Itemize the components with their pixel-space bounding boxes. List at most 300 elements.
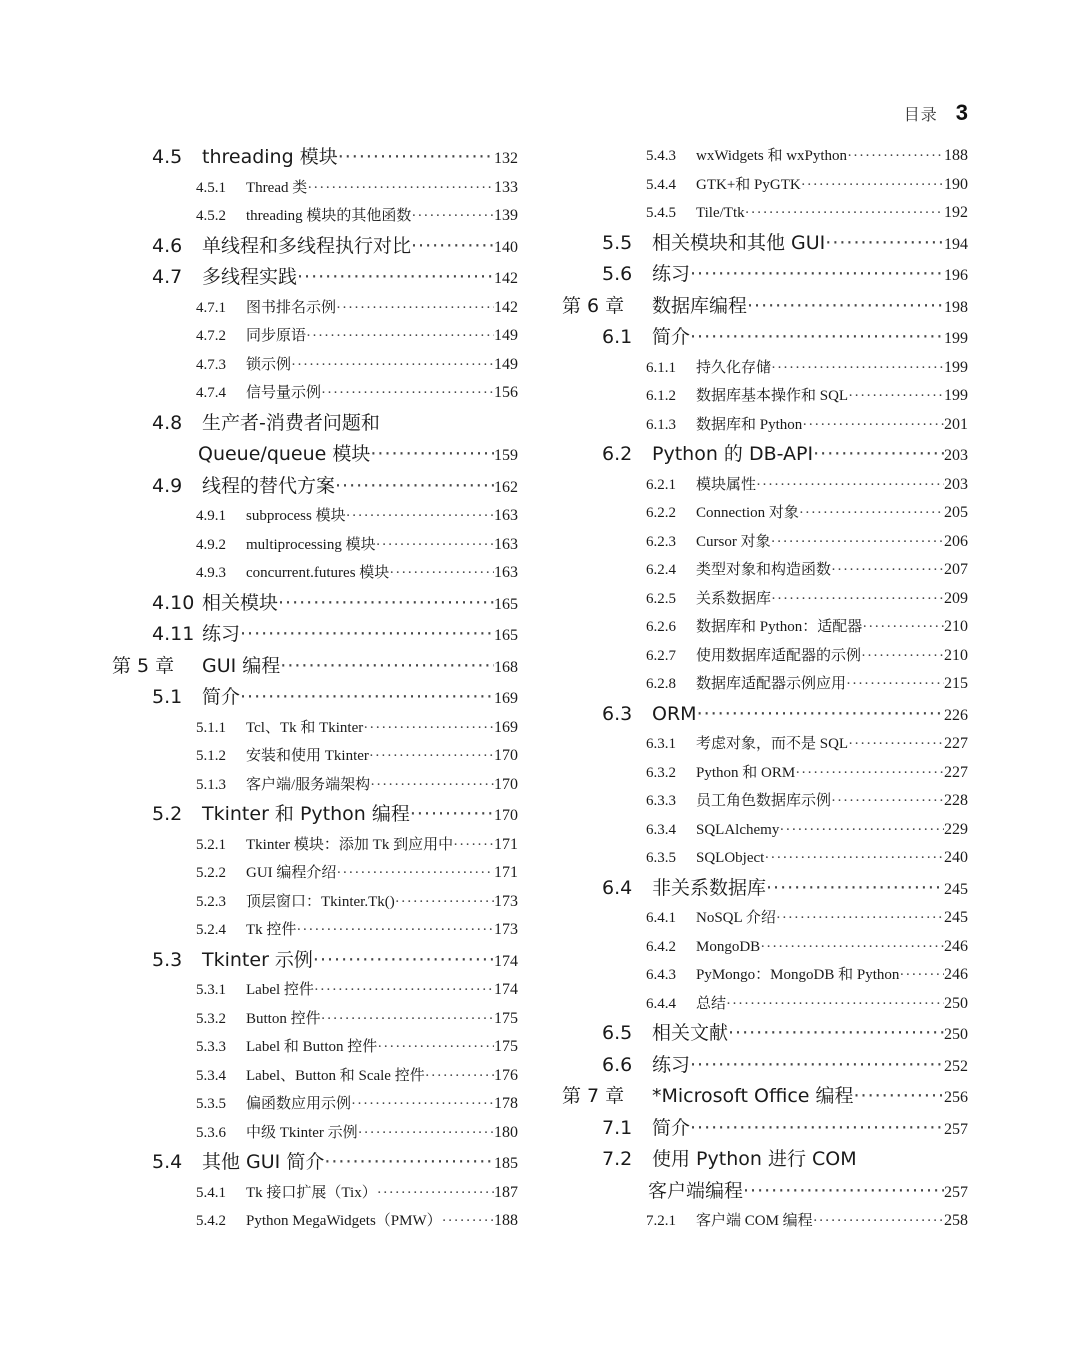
toc-entry-number: 5.1.2 [196, 748, 226, 764]
toc-entry-page: 227 [944, 735, 968, 752]
toc-entry-page: 169 [494, 690, 518, 707]
dot-leader [314, 976, 494, 1005]
toc-entry[interactable] [108, 771, 518, 800]
toc-entry-number: 4.7.2 [196, 328, 226, 344]
dot-leader [743, 1176, 944, 1208]
toc-entry-page: 252 [944, 1057, 968, 1075]
toc-entry-title: Label 控件 [246, 982, 314, 998]
toc-entry[interactable] [558, 354, 968, 383]
toc-entry[interactable] [558, 933, 968, 962]
dot-leader [240, 619, 494, 651]
toc-entry[interactable] [108, 742, 518, 771]
toc-entry-page: 245 [944, 880, 968, 898]
toc-entry[interactable] [558, 142, 968, 171]
toc-entry[interactable] [108, 531, 518, 560]
toc-entry[interactable] [558, 291, 968, 323]
toc-entry-page: 187 [494, 1183, 518, 1201]
dot-leader [690, 322, 944, 354]
toc-entry-page: 159 [494, 447, 518, 464]
toc-entry-number: 4.9.3 [196, 565, 226, 581]
dot-leader [854, 1081, 944, 1113]
dot-leader [726, 990, 944, 1019]
toc-entry-number: 6.4.1 [646, 910, 676, 926]
toc-entry[interactable] [558, 1018, 968, 1050]
dot-leader [336, 859, 494, 888]
toc-entry-title: GTK+和 PyGTK [696, 176, 801, 193]
toc-entry-page: 139 [494, 207, 518, 224]
toc-entry-page: 198 [944, 298, 968, 316]
dot-leader [291, 351, 494, 380]
dot-leader [346, 502, 494, 531]
dot-leader [813, 1207, 944, 1236]
toc-entry[interactable] [558, 613, 968, 642]
toc-entry[interactable] [108, 1090, 518, 1119]
toc-entry-number: 5.3.5 [196, 1096, 226, 1112]
toc-entry-title: 偏函数应用示例 [246, 1096, 352, 1112]
toc-entry-title: Tcl、Tk 和 Tkinter [246, 719, 364, 736]
toc-entry-page: 199 [944, 358, 968, 376]
toc-entry-number: 5.3 [152, 948, 183, 971]
toc-entry-page: 258 [944, 1212, 968, 1229]
toc-entry-title: 使用数据库适配器的示例 [696, 647, 862, 664]
toc-entry-title: 多线程实践 [202, 266, 298, 288]
toc-entry-title: 练习 [652, 1053, 691, 1076]
toc-entry-title: NoSQL 介绍 [696, 910, 776, 926]
toc-entry-title: 客户端/服务端架构 [246, 776, 371, 793]
dot-leader [297, 262, 494, 294]
toc-entry[interactable] [558, 228, 968, 260]
toc-entry[interactable] [108, 682, 518, 714]
toc-entry-title: 使用 Python 进行 COM [652, 1148, 857, 1170]
toc-entry-page: 156 [494, 384, 518, 401]
toc-entry-title: multiprocessing 模块 [246, 536, 376, 553]
header-title: 目录 [903, 105, 938, 124]
toc-entry[interactable] [108, 322, 518, 351]
toc-entry[interactable] [108, 142, 518, 174]
toc-entry-title: 练习 [202, 623, 241, 645]
toc-entry-page: 185 [494, 1155, 518, 1172]
dot-leader [862, 613, 944, 642]
toc-entry-title: Python 的 DB-API [652, 443, 814, 465]
toc-entry[interactable] [558, 411, 968, 440]
toc-entry-number: 4.7.1 [196, 299, 226, 316]
dot-leader [410, 799, 494, 831]
toc-entry-number: 5.3.6 [196, 1124, 226, 1141]
toc-entry-title: 线程的替代方案 [202, 474, 336, 497]
toc-entry-title: 单线程和多线程执行对比 [202, 234, 412, 257]
toc-entry-title: 数据库适配器示例应用 [696, 676, 847, 692]
toc-entry-number: 5.4 [152, 1151, 183, 1173]
dot-leader [697, 699, 944, 731]
toc-entry-number: 5.1.1 [196, 719, 226, 736]
dot-leader [453, 831, 494, 860]
toc-entry-number: 6.1.1 [646, 359, 676, 376]
dot-leader [825, 228, 944, 260]
dot-leader [848, 730, 944, 759]
toc-entry-page: 149 [494, 327, 518, 344]
toc-entry-page: 169 [494, 718, 518, 736]
toc-entry-number: 5.2.2 [196, 865, 226, 881]
dot-leader [690, 1113, 944, 1145]
toc-entry-title: SQLObject [696, 850, 765, 866]
toc-entry-page: 188 [494, 1212, 518, 1229]
dot-leader [690, 259, 944, 291]
toc-entry-number: 6.4.4 [646, 995, 676, 1012]
toc-entry-number: 6.2 [602, 443, 633, 465]
dot-leader [306, 322, 494, 351]
toc-entry-page: 209 [944, 589, 968, 607]
toc-entry-title: 持久化存储 [696, 359, 772, 376]
toc-entry-title: Label 和 Button 控件 [246, 1039, 378, 1055]
toc-entry-number: 4.5.2 [196, 208, 226, 224]
dot-leader [363, 714, 494, 743]
toc-entry-title: Python 和 ORM [696, 764, 796, 781]
dot-leader [771, 528, 944, 557]
dot-leader [411, 231, 494, 263]
toc-entry[interactable] [108, 916, 518, 945]
toc-entry-title: Button 控件 [246, 1010, 321, 1027]
toc-entry[interactable] [558, 1176, 968, 1208]
dot-leader [802, 411, 944, 440]
toc-entry-page: 256 [944, 1089, 968, 1106]
toc-entry[interactable] [108, 714, 518, 743]
toc-entry-number: 5.3.3 [196, 1039, 226, 1055]
dot-leader [376, 531, 494, 560]
toc-entry[interactable] [558, 730, 968, 759]
toc-entry-page: 210 [944, 646, 968, 664]
toc-entry[interactable] [558, 1207, 968, 1236]
toc-entry[interactable] [108, 1207, 518, 1236]
toc-entry-page: 170 [494, 807, 518, 824]
toc-entry[interactable] [108, 976, 518, 1005]
dot-leader [442, 1207, 494, 1236]
toc-entry-number: 6.4.2 [646, 938, 676, 955]
toc-entry-page: 194 [944, 235, 968, 253]
toc-entry-number: 6.5 [602, 1022, 633, 1044]
toc-entry-page: 163 [494, 507, 518, 524]
toc-entry-number: 5.3.1 [196, 982, 226, 998]
toc-entry-title: 数据库编程 [652, 294, 748, 317]
dot-leader [411, 202, 494, 231]
toc-right-column [558, 142, 968, 1236]
toc-entry-title: MongoDB [696, 938, 761, 955]
toc-entry[interactable] [558, 904, 968, 933]
toc-entry[interactable] [108, 1119, 518, 1148]
toc-entry-number: 5.2.3 [196, 893, 226, 910]
toc-entry-number: 6.1.3 [646, 416, 676, 433]
toc-entry-page: 228 [944, 792, 968, 809]
toc-entry-page: 174 [494, 981, 518, 998]
toc-entry[interactable] [108, 1147, 518, 1179]
dot-leader [847, 142, 944, 171]
toc-entry-number: 4.9.2 [196, 536, 226, 553]
toc-entry[interactable] [108, 379, 518, 408]
toc-entry[interactable] [108, 1179, 518, 1208]
toc-entry[interactable] [108, 619, 518, 651]
toc-entry-number: 4.7.4 [196, 385, 226, 401]
toc-entry-title: threading 模块的其他函数 [246, 208, 412, 224]
toc-entry-page: 180 [494, 1123, 518, 1141]
dot-leader [764, 844, 944, 873]
toc-entry-title: GUI 编程 [202, 654, 281, 677]
toc-entry-page: 165 [494, 595, 518, 613]
toc-entry-number: 5.2.1 [196, 836, 226, 853]
dot-leader [779, 816, 944, 845]
toc-entry-number: 4.9.1 [196, 508, 226, 524]
toc-entry-page: 203 [944, 475, 968, 493]
dot-leader [296, 916, 494, 945]
toc-entry[interactable] [558, 585, 968, 614]
toc-entry-number: 7.2.1 [646, 1213, 676, 1229]
toc-entry-number: 4.5.1 [196, 179, 226, 196]
toc-entry-title: ORM [652, 702, 697, 725]
toc-entry-title: 同步原语 [246, 328, 307, 344]
toc-entry-number: 5.5 [602, 231, 633, 254]
toc-entry-number: 7.1 [602, 1116, 633, 1139]
toc-entry-title: 非关系数据库 [652, 876, 767, 899]
toc-entry-number: 6.2.8 [646, 676, 676, 692]
toc-entry-title: PyMongo：MongoDB 和 Python [696, 967, 900, 983]
toc-entry[interactable] [108, 294, 518, 323]
toc-entry-number: 4.5 [152, 146, 183, 168]
toc-entry-page: 178 [494, 1095, 518, 1112]
toc-entry[interactable] [558, 259, 968, 291]
toc-entry-number: 5.2.4 [196, 922, 226, 938]
toc-entry[interactable] [558, 499, 968, 528]
toc-entry[interactable] [558, 471, 968, 500]
toc-entry-page: 199 [944, 387, 968, 404]
toc-entry-page: 257 [944, 1183, 968, 1201]
toc-entry[interactable] [558, 990, 968, 1019]
toc-entry-page: 175 [494, 1009, 518, 1027]
toc-entry[interactable] [108, 588, 518, 620]
dot-leader [728, 1018, 944, 1050]
toc-entry-page: 142 [494, 298, 518, 316]
toc-entry-page: 199 [944, 330, 968, 347]
dot-leader [831, 556, 944, 585]
toc-entry[interactable] [108, 1033, 518, 1062]
toc-entry[interactable] [558, 1081, 968, 1113]
toc-entry-title: 安装和使用 Tkinter [246, 748, 369, 764]
toc-entry-page: 201 [944, 415, 968, 433]
running-header [904, 100, 968, 126]
toc-entry-page: 196 [944, 267, 968, 284]
toc-entry-page: 140 [494, 238, 518, 256]
toc-entry-number: 6.2.1 [646, 476, 676, 493]
dot-leader [831, 787, 944, 816]
toc-entry[interactable] [108, 1005, 518, 1034]
toc-entry-title: GUI 编程介绍 [246, 865, 337, 881]
toc-entry-title: Label、Button 和 Scale 控件 [246, 1067, 425, 1084]
toc-entry-number: 4.9 [152, 474, 183, 497]
toc-entry-title: 中级 Tkinter 示例 [246, 1124, 358, 1141]
toc-entry[interactable] [108, 945, 518, 977]
dot-leader [747, 291, 944, 323]
toc-entry-number: 第 6 章 [562, 294, 625, 317]
toc-entry[interactable] [108, 559, 518, 588]
toc-entry-title: 顶层窗口：Tkinter.Tk() [246, 893, 395, 910]
toc-entry-title: 生产者-消费者问题和 [202, 411, 380, 434]
toc-entry[interactable] [108, 888, 518, 917]
toc-entry[interactable] [558, 528, 968, 557]
toc-entry[interactable] [108, 859, 518, 888]
toc-entry[interactable] [558, 171, 968, 200]
toc-entry-number: 5.6 [602, 263, 633, 285]
toc-entry[interactable] [108, 408, 518, 440]
dot-leader [756, 471, 944, 500]
toc-entry-page: 163 [494, 564, 518, 581]
toc-entry-title: Queue/queue 模块 [198, 443, 371, 465]
toc-entry-number: 7.2 [602, 1148, 633, 1170]
dot-leader [377, 1033, 494, 1062]
toc-entry[interactable] [558, 439, 968, 471]
toc-entry-title: Thread 类 [246, 179, 308, 196]
toc-entry[interactable] [108, 1062, 518, 1091]
toc-entry[interactable] [558, 1050, 968, 1082]
toc-entry-title: 其他 GUI 简介 [202, 1151, 325, 1173]
toc-entry-page: 173 [494, 892, 518, 910]
toc-entry-number: 5.4.5 [646, 205, 676, 221]
toc-entry-number: 5.2 [152, 803, 183, 825]
dot-leader [369, 742, 494, 771]
toc-entry-title: 关系数据库 [696, 590, 772, 607]
toc-entry[interactable] [108, 262, 518, 294]
toc-entry[interactable] [558, 642, 968, 671]
toc-entry[interactable] [108, 799, 518, 831]
toc-entry-number: 6.2.6 [646, 619, 676, 635]
toc-entry[interactable] [558, 382, 968, 411]
toc-entry-title: 相关模块 [202, 591, 279, 614]
toc-entry-title: subprocess 模块 [246, 508, 346, 524]
toc-entry-title: concurrent.futures 模块 [246, 565, 390, 581]
dot-leader [321, 1005, 494, 1034]
toc-entry-title: 信号量示例 [246, 385, 322, 401]
dot-leader [745, 199, 944, 228]
toc-entry-title: Cursor 对象 [696, 533, 771, 550]
toc-entry-page: 210 [944, 618, 968, 635]
dot-leader [766, 873, 944, 905]
toc-entry-page: 207 [944, 561, 968, 578]
toc-entry[interactable] [108, 439, 518, 471]
toc-entry[interactable] [558, 816, 968, 845]
toc-entry[interactable] [108, 471, 518, 503]
toc-entry-title: 数据库基本操作和 SQL [696, 388, 849, 404]
toc-entry-number: 6.2.5 [646, 590, 676, 607]
toc-entry-page: 250 [944, 1026, 968, 1043]
dot-leader [338, 142, 494, 174]
toc-entry[interactable] [108, 502, 518, 531]
toc-entry-title: 简介 [652, 326, 691, 348]
toc-entry[interactable] [558, 1113, 968, 1145]
dot-leader [899, 961, 944, 990]
toc-entry-number: 5.4.4 [646, 176, 676, 193]
toc-entry[interactable] [558, 556, 968, 585]
toc-entry-title: Tkinter 和 Python 编程 [202, 803, 410, 825]
toc-entry-number: 6.3.1 [646, 736, 676, 752]
toc-entry-title: 总结 [696, 995, 727, 1012]
toc-entry-title: SQLAlchemy [696, 821, 780, 838]
toc-entry[interactable] [558, 961, 968, 990]
toc-entry-title: Tk 接口扩展（Tix） [246, 1184, 377, 1201]
toc-entry-number: 6.4.3 [646, 967, 676, 983]
dot-leader [813, 439, 944, 471]
toc-entry-page: 171 [494, 864, 518, 881]
toc-entry[interactable] [108, 231, 518, 263]
toc-entry-title: wxWidgets 和 wxPython [696, 148, 848, 164]
dot-leader [370, 439, 494, 471]
toc-entry-number: 4.8 [152, 411, 183, 434]
toc-entry-page: 257 [944, 1120, 968, 1138]
toc-entry-number: 6.1 [602, 326, 633, 348]
toc-entry-page: 245 [944, 909, 968, 926]
toc-entry-title: 简介 [202, 686, 241, 708]
toc-entry-number: 5.4.3 [646, 148, 676, 164]
toc-entry[interactable] [558, 322, 968, 354]
dot-leader [321, 379, 494, 408]
toc-entry-number: 6.3.5 [646, 850, 676, 866]
toc-entry[interactable] [108, 202, 518, 231]
toc-entry-number: 6.3.2 [646, 764, 676, 781]
toc-entry[interactable] [558, 670, 968, 699]
toc-entry-number: 6.2.4 [646, 562, 676, 578]
toc-entry-page: 250 [944, 994, 968, 1012]
dot-leader [240, 682, 494, 714]
toc-entry-number: 第 7 章 [562, 1085, 625, 1107]
toc-entry-page: 205 [944, 504, 968, 521]
toc-entry-page: 176 [494, 1066, 518, 1084]
toc-entry-page: 190 [944, 175, 968, 193]
dot-leader [280, 651, 494, 683]
toc-entry[interactable] [558, 873, 968, 905]
dot-leader [795, 759, 944, 788]
toc-entry-number: 5.4.1 [196, 1184, 226, 1201]
toc-entry-page: 240 [944, 849, 968, 866]
toc-entry[interactable] [558, 199, 968, 228]
toc-entry-number: 5.3.4 [196, 1067, 226, 1084]
toc-entry[interactable] [108, 174, 518, 203]
toc-entry-number: 4.7 [152, 266, 183, 288]
dot-leader [313, 945, 494, 977]
toc-entry[interactable] [108, 831, 518, 860]
dot-leader [389, 559, 494, 588]
toc-entry-title: 客户端 COM 编程 [696, 1213, 813, 1229]
toc-left-column [108, 142, 518, 1236]
toc-entry-page: 163 [494, 535, 518, 553]
toc-entry[interactable] [558, 1144, 968, 1176]
toc-entry-title: 客户端编程 [648, 1179, 744, 1202]
toc-entry-page: 192 [944, 204, 968, 221]
toc-entry-number: 5.1 [152, 686, 183, 708]
toc-entry[interactable] [108, 651, 518, 683]
toc-entry-title: Tkinter 模块：添加 Tk 到应用中 [246, 836, 454, 853]
toc-entry[interactable] [558, 787, 968, 816]
dot-leader [335, 471, 494, 503]
toc-entry[interactable] [558, 699, 968, 731]
toc-entry-title: 相关文献 [652, 1022, 729, 1044]
toc-entry-page: 171 [494, 835, 518, 853]
toc-entry-number: 6.3.4 [646, 821, 676, 838]
dot-leader [351, 1090, 494, 1119]
toc-entry-title: Tkinter 示例 [202, 948, 313, 971]
toc-entry-page: 226 [944, 706, 968, 724]
toc-entry-title: 考虑对象，而不是 SQL [696, 736, 849, 752]
toc-entry[interactable] [558, 759, 968, 788]
toc-entry[interactable] [558, 844, 968, 873]
toc-entry[interactable] [108, 351, 518, 380]
toc-entry-title: 图书排名示例 [246, 299, 337, 316]
toc-entry-title: *Microsoft Office 编程 [652, 1085, 854, 1107]
toc-entry-number: 6.4 [602, 876, 633, 899]
